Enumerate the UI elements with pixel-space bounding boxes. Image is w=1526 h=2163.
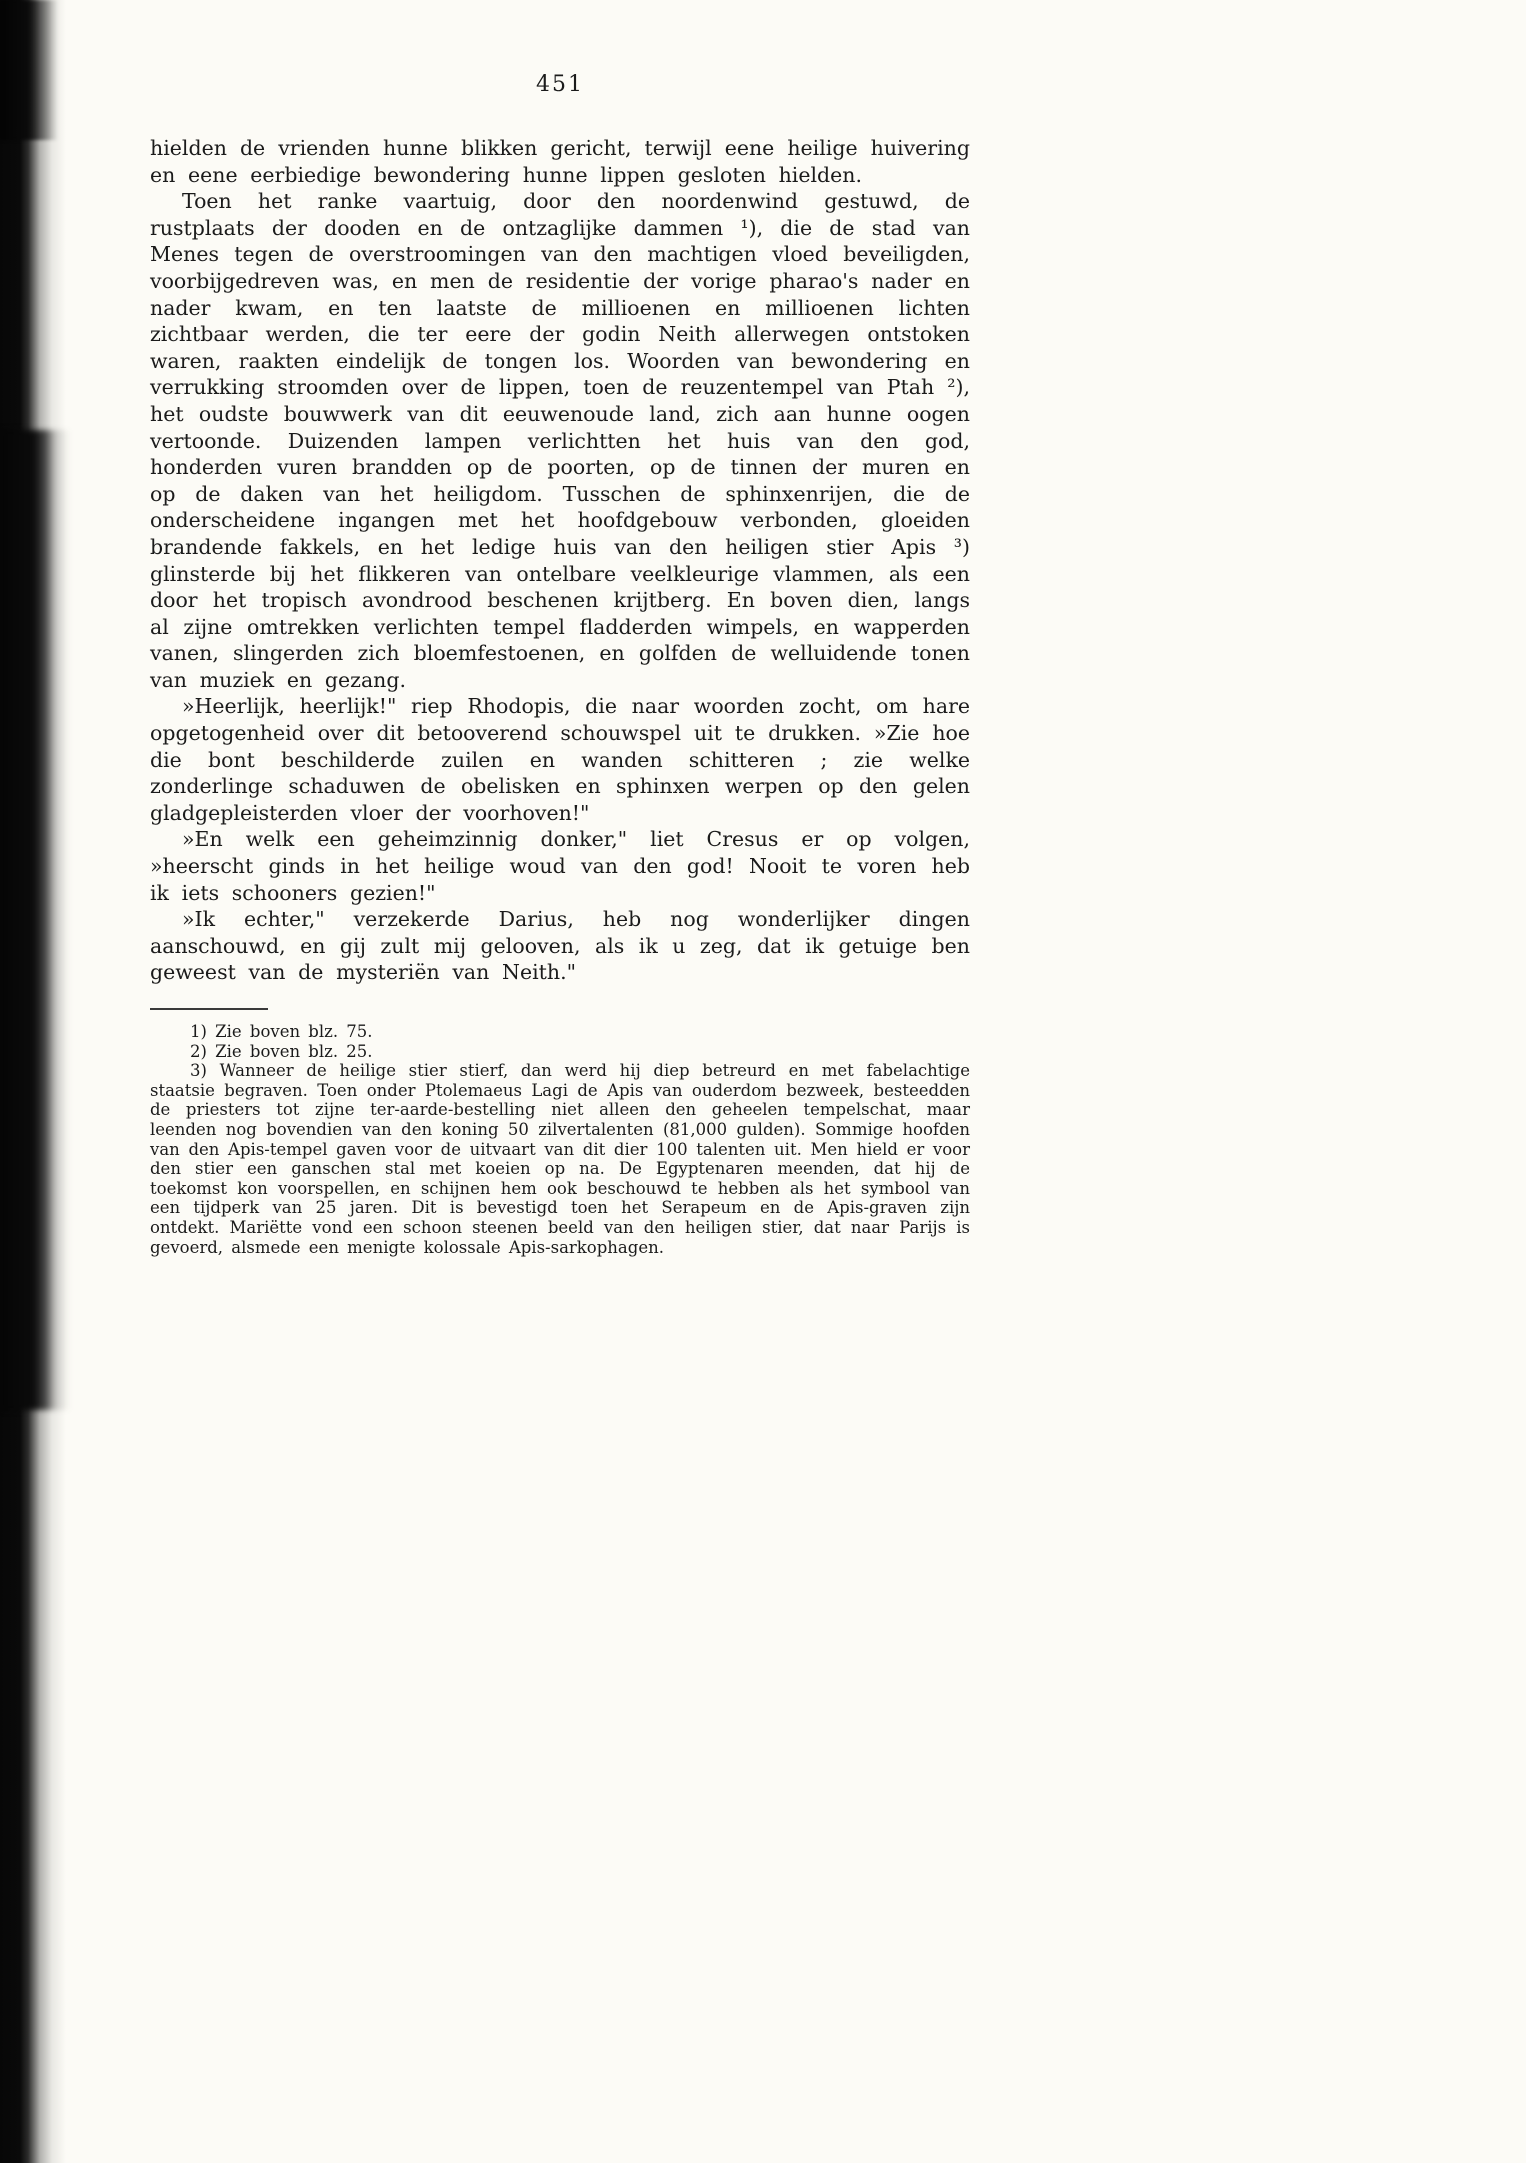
binding-shadow-bulge xyxy=(0,430,90,1410)
paragraph: Toen het ranke vaartuig, door den noordenwind gestuwd, de rustplaats der dooden en de ontzaglijke dammen ¹), die de stad van Menes tegen de overstroomingen van den machtigen vloed beveiligden, voorbijgedreven was, en men de residentie der vorige pharao's nader en nader kwam, en ten laatste de millioenen en millioenen lichten zichtbaar werden, die ter eere der godin Neith allerwegen ontstoken waren, raakten eindelijk de tongen los. Woorden van bewondering en verrukking stroomden over de lippen, toen de reuzentempel van Ptah ²), het oudste bouwwerk van dit eeuwenoude land, zich aan hunne oogen vertoonde. Duizenden lampen verlichtten het huis van den god, honderden vuren brandden op de poorten, op de tinnen der muren en op de daken van het heiligdom. Tusschen de sphinxenrijen, die de onderscheidene ingangen met het hoofdgebouw verbonden, gloeiden brandende fakkels, en het ledige huis van den heiligen stier Apis ³) glinsterde bij het flikkeren van ontelbare veelkleurige vlammen, als een door het tropisch avondrood beschenen krijtberg. En boven dien, langs al zijne omtrekken verlichten tempel fladderden wimpels, en wapperden vanen, slingerden zich bloemfestoenen, en golfden de welluidende tonen van muziek en gezang. xyxy=(150,189,970,692)
footnote-separator xyxy=(150,1008,268,1010)
footnote-item xyxy=(150,1042,970,1062)
paragraph-dialogue-rhodopis: »Heerlijk, heerlijk!" riep Rhodopis, die naar woorden zocht, om hare opgetogenheid over dit betooverend schouwspel uit te drukken. »Zie hoe die bont beschilderde zuilen en wanden schitteren ; zie welke zonderlinge schaduwen de obelisken en sphinxen werpen op den gelen gladgepleisterden vloer der voorhoven!" xyxy=(150,694,970,825)
paragraph-dialogue-darius: »Ik echter," verzekerde Darius, heb nog wonderlijker dingen aanschouwd, en gij zult mij gelooven, als ik u zeg, dat ik getuige ben geweest van de mysteriën van Neith." xyxy=(150,907,970,985)
book-binding-shadow xyxy=(0,0,90,2163)
footnote-label: 2) xyxy=(190,1041,207,1061)
footnotes-section xyxy=(150,1022,970,1257)
footnote-text: Zie boven blz. 75. xyxy=(215,1022,373,1041)
binding-shadow-top xyxy=(0,0,90,140)
footnote-item xyxy=(150,1022,970,1042)
paragraph-dialogue-cresus: »En welk een geheimzinnig donker," liet Cresus er op volgen, »heerscht ginds in het heilige woud van den god! Nooit te voren heb ik iets schooners gezien!" xyxy=(150,827,970,905)
page-content xyxy=(150,0,970,1257)
page-number: 451 xyxy=(536,72,584,97)
paragraph-continuation: hielden de vrienden hunne blikken gericht, terwijl eene heilige huivering en eene eerbiedige bewondering hunne lippen gesloten hielden. xyxy=(150,136,970,187)
footnote-label: 3) xyxy=(190,1061,207,1081)
footnote-item xyxy=(150,1061,970,1257)
footnote-label: 1) xyxy=(190,1022,207,1041)
footnote-text: Zie boven blz. 25. xyxy=(215,1041,373,1061)
footnote-text: Wanneer de heilige stier stierf, dan werd hij diep betreurd en met fabelachtige staatsie begraven. Toen onder Ptolemaeus Lagi de Apis van ouderdom bezweek, besteedden de priesters tot zijne ter-aarde-bestelling niet alleen den geheelen tempelschat, maar leenden nog bovendien van den koning 50 zilvertalenten (81,000 gulden). Sommige hoofden van den Apis-tempel gaven voor de uitvaart van dit dier 100 talenten uit. Men hield er voor den stier een ganschen stal met koeien op na. De Egyptenaren meenden, dat hij de toekomst kon voorspellen, en schijnen hem ook beschouwd te hebben als het symbool van een tijdperk van 25 jaren. Dit is bevestigd toen het Serapeum en de Apis-graven zijn ontdekt. Mariëtte vond een schoon steenen beeld van den heiligen stier, dat naar Parijs is gevoerd, alsmede een menigte kolossale Apis-sarkophagen. xyxy=(150,1061,971,1257)
binding-shadow-core xyxy=(0,0,90,2163)
body-text xyxy=(150,135,970,986)
